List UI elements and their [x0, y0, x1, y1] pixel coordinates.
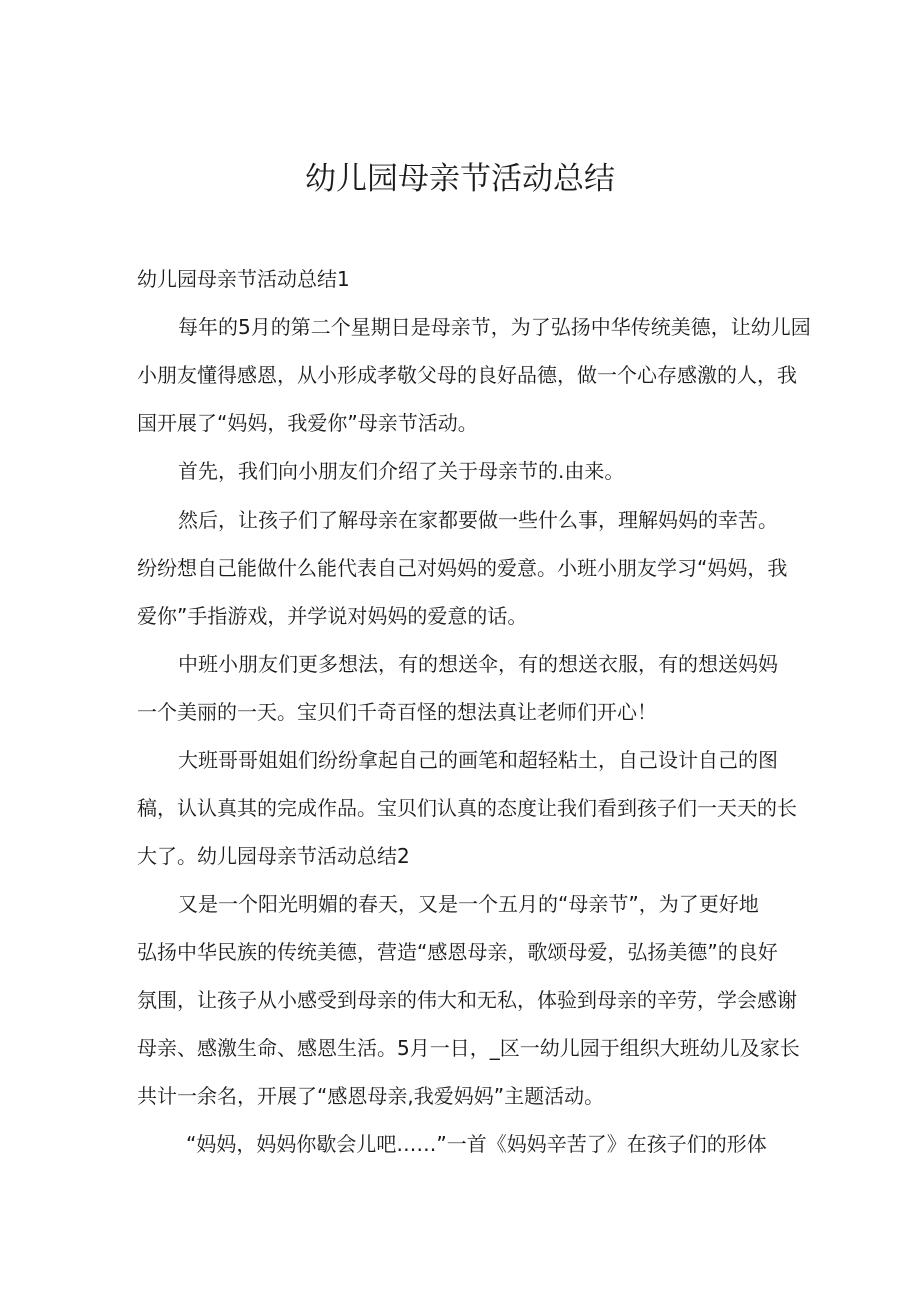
paragraph-line: 又是一个阳光明媚的春天，又是一个五月的“母亲节”，为了更好地: [178, 892, 759, 916]
paragraph-line: 母亲、感激生命、感恩生活。5月一日，_区一幼儿园于组织大班幼儿及家长: [137, 1036, 800, 1060]
paragraph-line: 首先，我们向小朋友们介绍了关于母亲节的.由来。: [178, 459, 625, 483]
paragraph-line: 爱你”手指游戏，并学说对妈妈的爱意的话。: [137, 604, 528, 628]
paragraph-line: 中班小朋友们更多想法，有的想送伞，有的想送衣服，有的想送妈妈: [178, 652, 778, 676]
paragraph-line: 一个美丽的一天。宝贝们千奇百怪的想法真让老师们开心！: [137, 700, 657, 724]
paragraph-line: 每年的5月的第二个星期日是母亲节，为了弘扬中华传统美德，让幼儿园: [178, 315, 811, 339]
paragraph-line: 弘扬中华民族的传统美德，营造“感恩母亲，歌颂母爱，弘扬美德”的良好: [137, 940, 778, 964]
paragraph-line: 稿，认认真其的完成作品。宝贝们认真的态度让我们看到孩子们一天天的长: [137, 796, 797, 820]
paragraph-line: 国开展了“妈妈，我爱你”母亲节活动。: [137, 411, 478, 435]
paragraph-line: 大班哥哥姐姐们纷纷拿起自己的画笔和超轻粘土，自己设计自己的图: [178, 748, 778, 772]
paragraph-line: “妈妈，妈妈你歇会儿吧……”一首《妈妈辛苦了》在孩子们的形体: [186, 1132, 767, 1156]
section-heading-1: 幼儿园母亲节活动总结1: [137, 267, 350, 291]
paragraph-line: 小朋友懂得感恩，从小形成孝敬父母的良好品德，做一个心存感激的人，我: [137, 363, 797, 387]
paragraph-line: 共计一余名，开展了“感恩母亲,我爱妈妈”主题活动。: [137, 1084, 605, 1108]
document-title: 幼儿园母亲节活动总结: [305, 161, 615, 197]
paragraph-line: 氛围，让孩子从小感受到母亲的伟大和无私，体验到母亲的辛劳，学会感谢: [137, 988, 797, 1012]
paragraph-line: 大了。幼儿园母亲节活动总结2: [137, 844, 410, 868]
paragraph-line: 纷纷想自己能做什么能代表自己对妈妈的爱意。小班小朋友学习“妈妈，我: [137, 556, 788, 580]
paragraph-line: 然后，让孩子们了解母亲在家都要做一些什么事，理解妈妈的幸苦。: [178, 508, 778, 532]
